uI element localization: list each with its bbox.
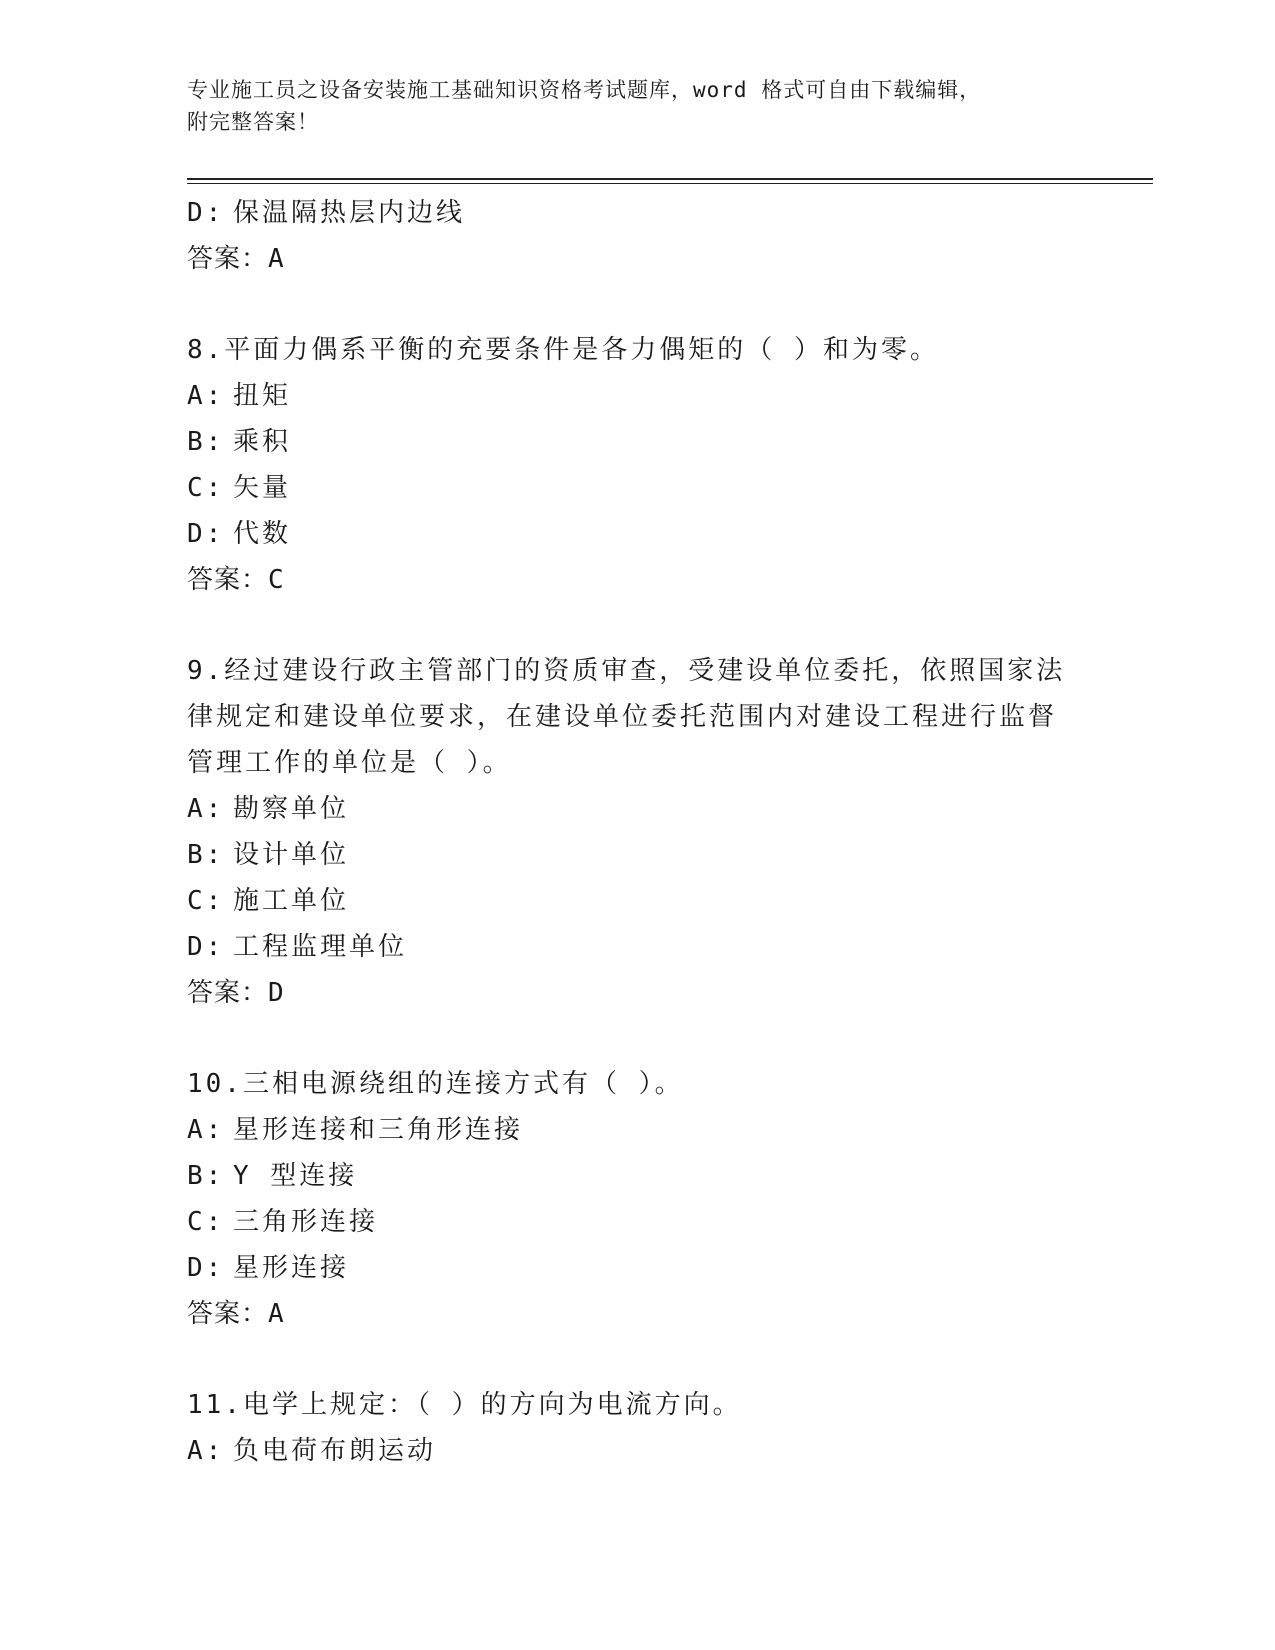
header-divider-thin [187,183,1153,184]
option-text: 代数 [233,519,292,549]
option-text: 矢量 [233,473,292,503]
option-a [187,786,1087,832]
option-text: 三角形连接 [233,1207,379,1237]
question-8 [187,327,1087,603]
option-c [187,878,1087,924]
option-text: 工程监理单位 [233,932,408,962]
question-text: 11.电学上规定：（ ）的方向为电流方向。 [187,1390,742,1420]
option-text: Y 型连接 [233,1161,358,1191]
option-key: B: [187,840,225,870]
answer-line: 答案：A [187,1299,285,1329]
option-d [187,924,1087,970]
header-line-1: 专业施工员之设备安装施工基础知识资格考试题库，word 格式可自由下载编辑， [187,78,982,102]
option-a [187,1107,1087,1153]
option-c [187,465,1087,511]
answer-line: 答案：C [187,565,285,595]
option-text: 勘察单位 [233,794,350,824]
option-key: A: [187,1115,225,1145]
option-text: 负电荷布朗运动 [233,1436,437,1466]
question-text-line-3: 管理工作的单位是（ ）。 [187,748,512,778]
question-text-line-2: 律规定和建设单位要求，在建设单位委托范围内对建设工程进行监督 [187,702,1058,732]
option-key: B: [187,427,225,457]
question-10 [187,1061,1087,1337]
option-text: 星形连接和三角形连接 [233,1115,524,1145]
option-key: D: [187,519,225,549]
option-text: 扭矩 [233,381,292,411]
option-key: A: [187,381,225,411]
option-text: 星形连接 [233,1253,350,1283]
option-key: A: [187,1436,225,1466]
option-key: D: [187,198,225,228]
question-text: 8.平面力偶系平衡的充要条件是各力偶矩的（ ）和为零。 [187,335,939,365]
option-key: D: [187,932,225,962]
option-c [187,1199,1087,1245]
option-text: 保温隔热层内边线 [233,198,466,228]
option-key: A: [187,794,225,824]
option-b [187,1153,1087,1199]
answer-line: 答案：D [187,978,285,1008]
option-d [187,511,1087,557]
option-key: C: [187,473,225,503]
question-list [187,190,1087,1474]
option-text: 设计单位 [233,840,350,870]
option-key: C: [187,1207,225,1237]
answer-line: 答案：A [187,244,285,274]
question-9 [187,648,1087,1016]
question-text: 10.三相电源绕组的连接方式有（ ）。 [187,1069,684,1099]
option-key: C: [187,886,225,916]
option-text: 施工单位 [233,886,350,916]
question-11 [187,1382,1087,1474]
option-a [187,1428,1087,1474]
document-header [187,74,1067,138]
option-d [187,1245,1087,1291]
option-key: B: [187,1161,225,1191]
header-divider [187,178,1153,180]
option-d [187,190,1087,236]
option-a [187,373,1087,419]
option-b [187,419,1087,465]
option-b [187,832,1087,878]
option-key: D: [187,1253,225,1283]
header-line-2: 附完整答案！ [187,110,319,134]
option-text: 乘积 [233,427,292,457]
question-text-line-1: 9.经过建设行政主管部门的资质审查，受建设单位委托，依照国家法 [187,656,1066,686]
